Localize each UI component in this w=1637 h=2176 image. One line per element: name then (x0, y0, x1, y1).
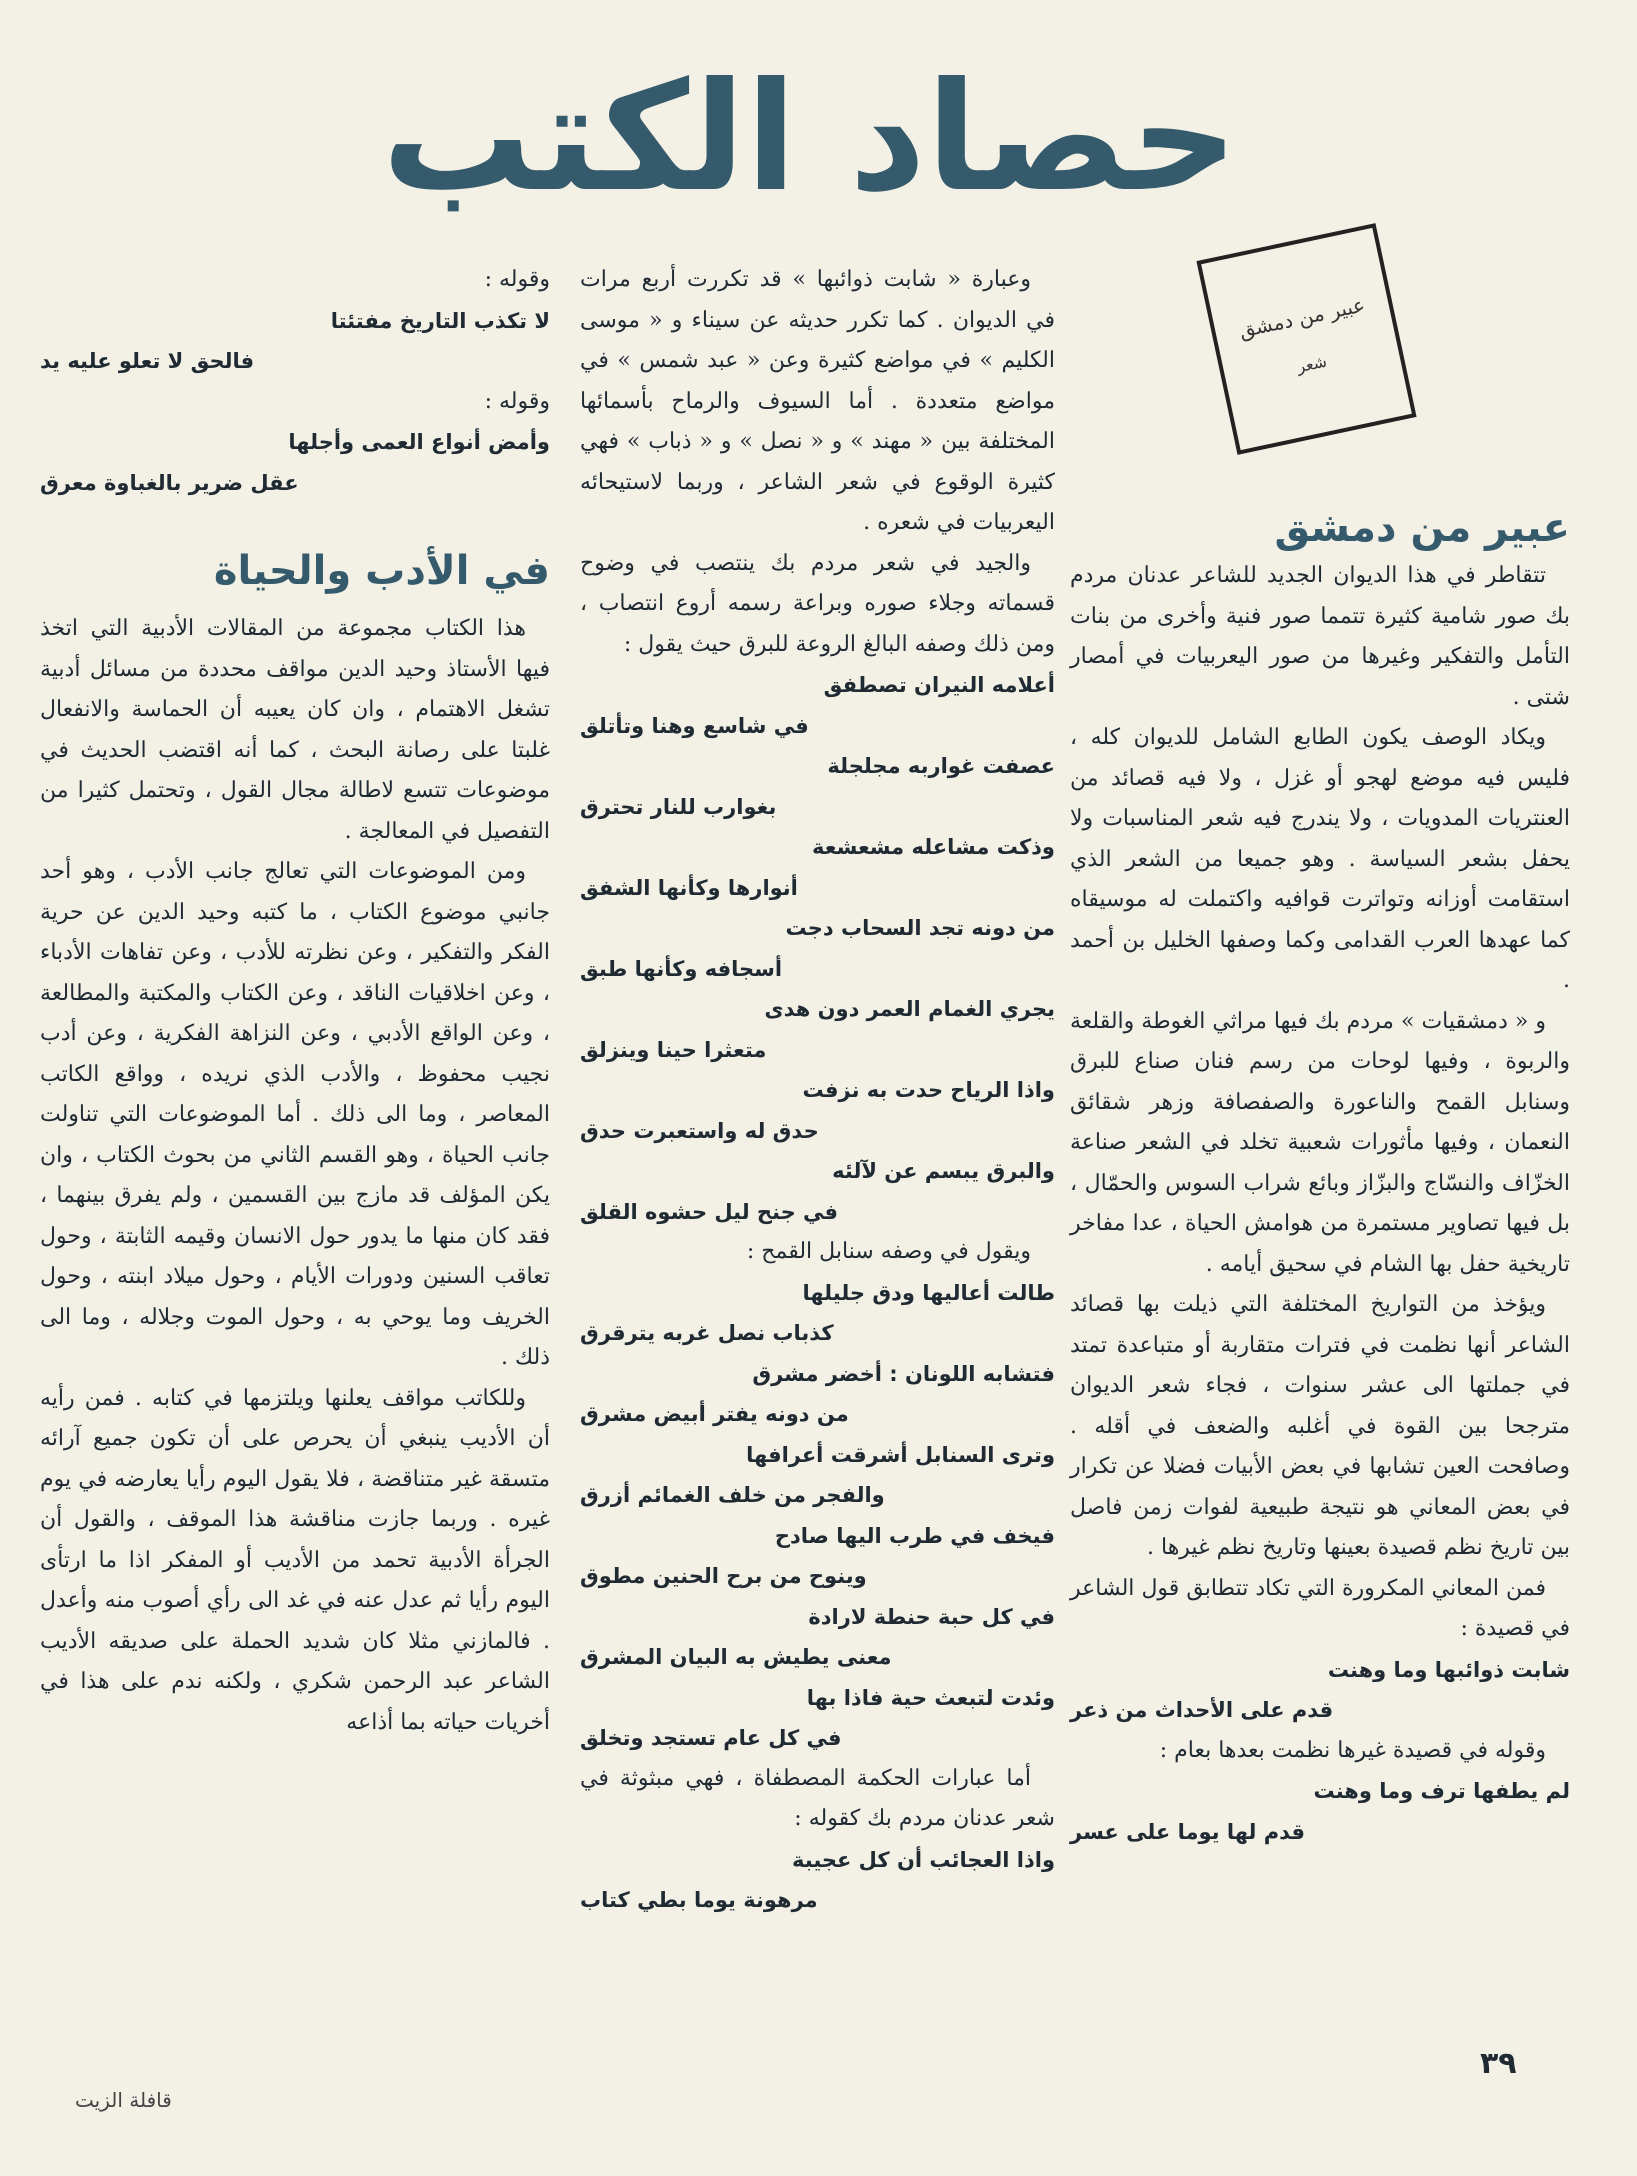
verse-line: شابت ذوائبها وما وهنت (1327, 1657, 1570, 1682)
verse-line: فتشابه اللونان : أخضر مشرق (752, 1361, 1055, 1386)
verse-line: والبرق يبسم عن لآلئه (832, 1159, 1055, 1183)
paragraph: ويقول في وصفه سنابل القمح : (746, 1239, 1031, 1264)
right-column (1070, 500, 1570, 1852)
verse-line: في جنح ليل حشوه القلق (580, 1199, 839, 1224)
section-title-abeer: عبير من دمشق (1274, 505, 1570, 551)
verse-intro: وقوله : (484, 267, 550, 292)
magazine-name: قافلة الزيت (75, 2088, 172, 2112)
verse-intro: وقوله : (484, 388, 550, 414)
paragraph: و « دمشقيات » مردم بك فيها مراثي الغوطة والقلعة والربوة ، وفيها لوحات من رسم فنان صناع للبرق وسنابل القمح والناعورة والصفصافة وزهر شقائق النعمان ، وفيها مأثورات شعبية تخلد في الشعر صناعة الخزّاف والنسّاج والبزّاز وبائع شراب السوس والحمّال ، بل فيها تصاوير مستمرة من هوامش الحياة ، عدا مفاخر تاريخية حفل بها الشام في سحيق أيامه . (1070, 1008, 1570, 1277)
verse-line: من دونه تجد السحاب دجت (785, 916, 1055, 940)
verse-line: وذكت مشاعله مشعشعة (812, 835, 1055, 859)
verse-line: فيخف في طرب اليها صادح (774, 1523, 1055, 1548)
verse-line: والفجر من خلف الغمائم أزرق (580, 1483, 885, 1507)
verse-line: واذا العجائب أن كل عجيبة (792, 1847, 1055, 1872)
verse-line: قدم لها يوما على عسر (1070, 1819, 1306, 1844)
verse-line: يجري الغمام العمر دون هدى (764, 997, 1055, 1021)
paragraph: هذا الكتاب مجموعة من المقالات الأدبية التي اتخذ فيها الأستاذ وحيد الدين مواقف محددة من مسائل أدبية تشغل الاهتمام ، وان كان يعيبه أن الحماسة والانفعال غلبتا على رصانة البحث ، كما أنه اقتضب الحديث في موضوعات تتسع لاطالة مجال القول ، وتحتمل كثيرا من التفصيل في المعالجة . (40, 616, 550, 844)
paragraph: فمن المعاني المكرورة التي تكاد تتطابق قول الشاعر في قصيدة : (1070, 1575, 1570, 1641)
paragraph: وللكاتب مواقف يعلنها ويلتزمها في كتابه . فمن رأيه أن الأديب ينبغي أن يحرص على أن تكون جميع آرائه متسقة غير متناقضة ، فلا يقول اليوم رأيا يعارضه في يوم غيره . وربما جازت مناقشة هذا الموقف ، والقول أن الجرأة الأدبية تحمد من الأديب أو المفكر اذا ما ارتأى اليوم رأيا ثم عدل عنه في غد الى رأي أصوب منه وأعدل . فالمازني مثلا كان شديد الحملة على صديقه الأديب الشاعر عبد الرحمن شكري ، ولكنه ندم على هذا في أخريات حياته بما أذاعه (40, 1385, 550, 1735)
paragraph: ومن الموضوعات التي تعالج جانب الأدب ، وهو أحد جانبي موضوع الكتاب ، ما كتبه وحيد الدين عن حرية الفكر والتفكير ، وعن نظرته للأدب ، وعن تفاهات الأدباء ، وعن اخلاقيات الناقد ، وعن الكتاب والمكتبة والمطالعة ، وعن الواقع الأدبي ، وعن النزاهة الفكرية ، وعن أدب نجيب محفوظ ، والأدب الذي نريده ، وواقع الكاتب المعاصر ، وما الى ذلك . أما الموضوعات التي تناولت جانب الحياة ، وهو القسم الثاني من بحوث الكتاب ، وان يكن المؤلف قد مازج بين القسمين ، ولم يفرق بينهما ، فقد كان منها ما يدور حول الانسان وقيمه الثابتة ، وحول تعاقب السنين ودورات الأيام ، وحول ميلاد ابنته ، وحول الخريف وما يوحي به ، وحول الموت وجلاله ، وما الى ذلك . (40, 859, 550, 1370)
paragraph: وقوله في قصيدة غيرها نظمت بعدها بعام : (1159, 1737, 1546, 1763)
verse-line: في شاسع وهنا وتأتلق (580, 713, 809, 738)
paragraph: تتقاطر في هذا الديوان الجديد للشاعر عدنان مردم بك صور شامية كثيرة تتمما صور فنية وأخرى من بنات التأمل والتفكير وغيرها من صور اليعربيات في أمصار شتى . (1070, 563, 1570, 710)
verse-line: وئدت لتبعث حية فاذا بها (806, 1685, 1055, 1710)
verse-line: حدق له واستعبرت حدق (580, 1118, 819, 1143)
cover-book-type: شعر (1295, 351, 1329, 376)
page-number: ٣٩ (1480, 2046, 1517, 2081)
paragraph: وعبارة « شابت ذوائبها » قد تكررت أربع مرات في الديوان . كما تكرر حديثه عن سيناء و « موسى الكليم » في مواضع كثيرة وعن « عبد شمس » في مواضع متعددة . أما السيوف والرماح بأسمائها المختلفة بين « مهند » و « نصل » و « ذباب » فهي كثيرة الوقوع في شعر الشاعر ، وربما لاستيحائه اليعربيات في شعره . (580, 267, 1055, 535)
verse-line: طالت أعاليها ودق جليلها (802, 1280, 1055, 1305)
cover-book-title: عبير من دمشق (1236, 291, 1367, 343)
verse-line: أسجافه وكأنها طبق (580, 956, 783, 981)
verse-line: متعثرا حينا وينزلق (580, 1037, 767, 1062)
verse-line: لم يطفها ترف وما وهنت (1313, 1779, 1570, 1803)
book-cover-sketch (1196, 223, 1416, 455)
verse-line: قدم على الأحداث من ذعر (1070, 1698, 1334, 1722)
paragraph: أما عبارات الحكمة المصطفاة ، فهي مبثوثة في شعر عدنان مردم بك كقوله : (580, 1765, 1055, 1831)
verse-line: من دونه يفتر أبيض مشرق (580, 1402, 849, 1426)
page-title: حصاد الكتب (381, 51, 1239, 225)
verse-line: مرهونة يوما بطي كتاب (580, 1888, 818, 1912)
verse-line: وأمض أنواع العمى وأجلها (288, 430, 550, 454)
verse-line: فالحق لا تعلو عليه يد (40, 349, 255, 373)
verse-line: أعلامه النيران تصطفق (823, 673, 1055, 697)
verse-line: وينوح من برح الحنين مطوق (580, 1564, 867, 1588)
verse-line: واذا الرياح حدت به نزفت (802, 1078, 1055, 1102)
verse-line: أنوارها وكأنها الشفق (580, 875, 798, 900)
paragraph: ويؤخذ من التواريخ المختلفة التي ذيلت بها قصائد الشاعر أنها نظمت في فترات متقاربة أو متباعدة تمتد في جملتها الى عشر سنوات ، فجاء شعر الديوان مترجحا بين القوة في أغلبه والضعف في أقله . وصافحت العين تشابها في بعض الأبيات فضلا عن تكرار في بعض المعاني هو نتيجة طبيعية لفوات زمن فاصل بين تاريخ نظم قصيدة بعينها وتاريخ نظم غيرها . (1070, 1292, 1570, 1560)
left-column (40, 260, 550, 1743)
paragraph: ويكاد الوصف يكون الطابع الشامل للديوان كله ، فليس فيه موضع لهجو أو غزل ، ولا فيه قصائد من العنتريات المدويات ، ولا يندرج فيه شعر المناسبات ولا يحفل بشعر السياسة . وهو جميعا من الشعر الذي استقامت أوزانه وتواترت قوافيه واكتملت له موسيقاه كما عهدها العرب القدامى وكما وصفها الخليل بن أحمد . (1070, 725, 1570, 993)
verse-line: عقل ضرير بالغباوة معرق (40, 470, 299, 495)
verse-line: عصفت غواربه مجلجلة (827, 754, 1055, 778)
verse-line: في كل عام تستجد وتخلق (580, 1726, 842, 1750)
verse-line: وترى السنابل أشرقت أعرافها (746, 1442, 1055, 1467)
verse-line: معنى يطيش به البيان المشرق (580, 1645, 892, 1669)
verse-line: بغوارب للنار تحترق (580, 794, 777, 819)
verse-line: في كل حبة حنطة لارادة (808, 1604, 1055, 1629)
verse-line: كذباب نصل غربه يترقرق (580, 1321, 834, 1345)
verse-line: لا تكذب التاريخ مفتئتا (330, 308, 550, 333)
middle-column (580, 260, 1055, 1921)
paragraph: والجيد في شعر مردم بك ينتصب في وضوح قسماته وجلاء صوره وبراعة رسمه أروع انتصاب ، ومن ذلك وصفه البالغ الروعة للبرق حيث يقول : (580, 550, 1055, 657)
section-title-adab: في الأدب والحياة (213, 548, 550, 594)
